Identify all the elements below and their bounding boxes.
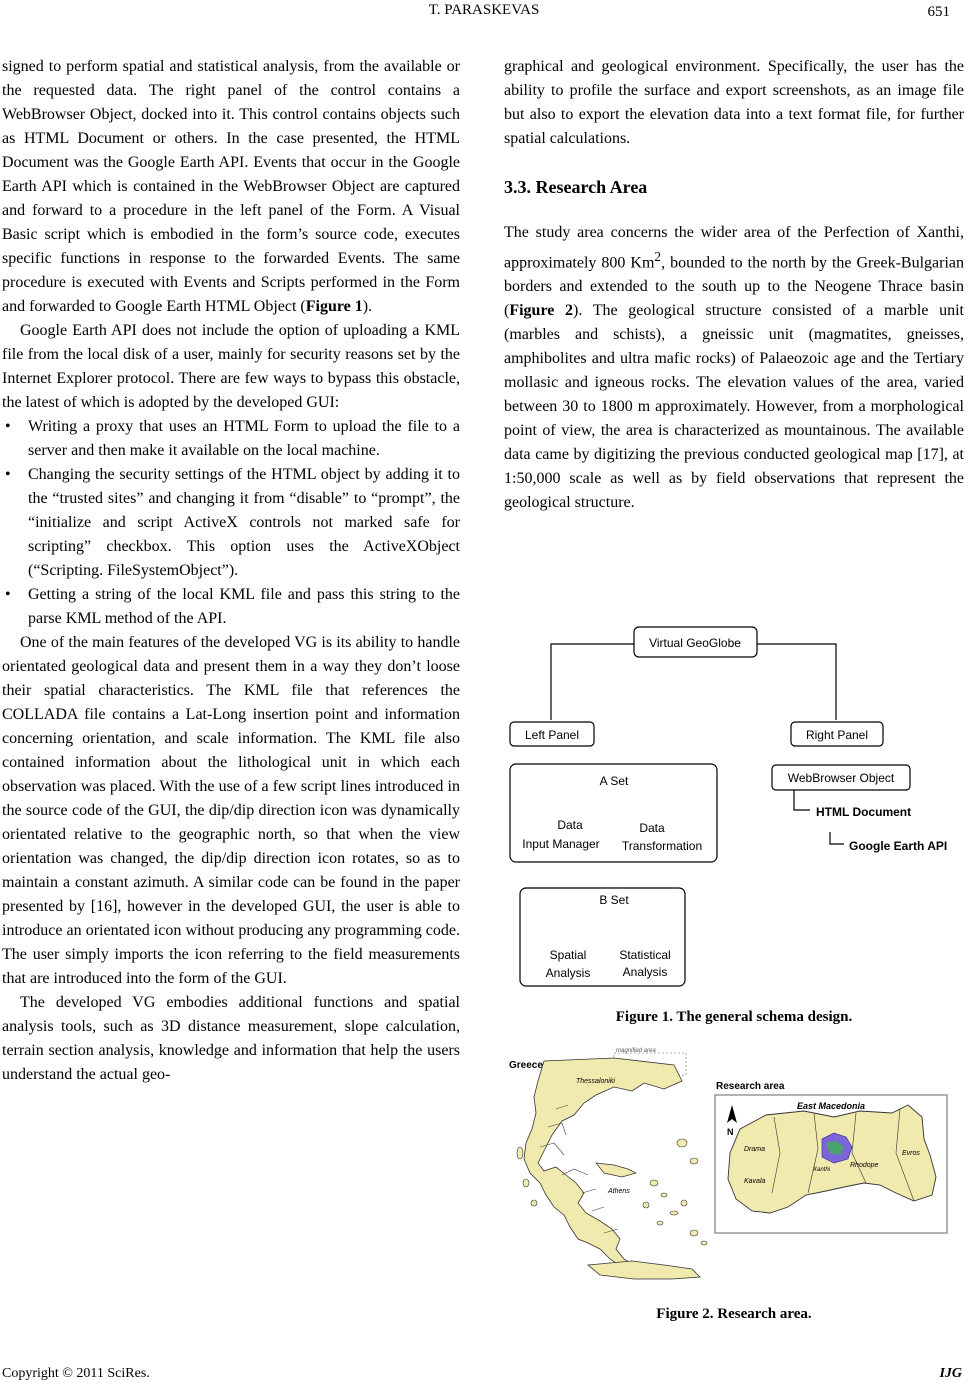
left-paragraph-4: The developed VG embodies additional functions and spatial analysis tools, such as 3D distance measurement, slope calculation, terrain section analysis, knowledge and information that help the users understand the actual geo-	[2, 994, 460, 1083]
paragraph-text: signed to perform spatial and statistical analysis, from the available or the requested data. The right panel of the control contains a WebBrowser Object, docked into it. This control contains objects such as HTML Document or others. In the case presented, the HTML Document was the Google Earth API. Events that occur in the Google Earth API which is contained in the WebBrowser Object are captured and forward to a procedure in the left panel of the Form. A Visual Basic script which is embodied in the form’s source code, executes specific functions in response to the forwarded Events. The same procedure is executed with Events and Scripts performed in the Form and forwarded to Google Earth HTML Object (	[2, 58, 460, 315]
north-label: N	[727, 1127, 734, 1137]
bullet-dot: •	[5, 586, 11, 603]
page-number: 651	[927, 4, 950, 20]
schema-diagram	[504, 612, 966, 994]
research-area-map	[504, 1043, 966, 1293]
journal-abbreviation: IJG	[939, 1366, 962, 1381]
bullet-item	[2, 415, 460, 463]
html-document-label: HTML Document	[816, 805, 912, 819]
google-earth-api-label: Google Earth API	[849, 839, 948, 853]
left-paragraph-2: Google Earth API does not include the option of uploading a KML file from the local disk of a user, mainly for security reasons set by the Internet Explorer protocol. There are few ways to bypass this obstacle, the latest of which is adopted by the developed GUI:	[2, 322, 460, 411]
left-paragraph-1	[2, 55, 460, 319]
crete-island	[588, 1261, 700, 1279]
paragraph-text: , bounded to the north by the Greek-Bulgarian borders and extended to the south up to the Neogene Thrace basin (	[504, 254, 965, 320]
spatial-analysis-label-2: Analysis	[545, 966, 591, 980]
statistical-analysis-label-1: Statistical	[619, 948, 671, 962]
kavala-label: Kavala	[744, 1178, 766, 1185]
statistical-analysis-label-2: Analysis	[622, 965, 668, 979]
greece-label: Greece	[509, 1060, 543, 1071]
bullet-text: Changing the security settings of the HTML object by adding it to the “trusted sites” and changing it from “disable” to “prompt”, the “initialize and script ActiveX controls not marked safe for scripting” checkbox. This option uses the ActiveXObject (“Scripting. FileSystemObject”).	[28, 466, 460, 579]
paragraph-text: The study area concerns the wider area of the Perfection of Xanthi, approximately 800 Km	[504, 224, 964, 272]
evia-island	[596, 1163, 636, 1177]
bullet-text: Writing a proxy that uses an HTML Form to upload the file to a server and then make it available on the local machine.	[28, 418, 460, 459]
bullet-dot: •	[5, 418, 11, 435]
left-panel-label: Left Panel	[524, 728, 580, 742]
header-author: T. PARASKEVAS	[428, 2, 540, 18]
copyright-text: Copyright © 2011 SciRes.	[2, 1366, 150, 1381]
drama-label: Drama	[744, 1146, 766, 1153]
data-transformation-label-2: Transformation	[621, 839, 703, 853]
figure-reference[interactable]: Figure 2	[509, 302, 574, 320]
magnified-area-label: magnified area	[616, 1048, 656, 1054]
superscript: 2	[654, 249, 662, 264]
rhodope-label: Rhodope	[850, 1162, 879, 1169]
a-set-label: A Set	[599, 774, 629, 788]
mainland-greece	[524, 1058, 682, 1267]
east-macedonia-label: East Macedonia	[797, 1101, 866, 1111]
xanthi-label: Xanthi	[813, 1167, 831, 1173]
figure-reference[interactable]: Figure 1	[305, 298, 363, 315]
evros-label: Evros	[902, 1150, 920, 1157]
right-column	[504, 55, 964, 515]
figure-2-caption: Figure 2. Research area.	[656, 1306, 812, 1322]
right-paragraph-1: graphical and geological environment. Specifically, the user has the ability to profile the surface and export screenshots, as an image file but also to export the elevation data into a text format file, for further spatial calculations.	[504, 58, 964, 147]
bullet-list	[2, 415, 460, 631]
section-heading: 3.3. Research Area	[504, 177, 648, 197]
research-area-inset	[715, 1081, 947, 1233]
figure-1-schema	[504, 612, 966, 994]
bullet-item	[2, 583, 460, 631]
spatial-analysis-label-1: Spatial	[549, 948, 587, 962]
research-area-label: Research area	[716, 1081, 785, 1092]
athens-label: Athens	[608, 1188, 630, 1195]
bullet-dot: •	[5, 466, 11, 483]
greece-map	[509, 1048, 707, 1279]
data-input-label-2: Input Manager	[522, 837, 600, 851]
running-header	[0, 2, 968, 24]
figure-1-caption: Figure 1. The general schema design.	[615, 1009, 853, 1025]
paragraph-text: ). The geological structure consisted of a marble unit (marbles and schists), a gneissic unit (magmatites, gneisses, amphibolites and ultra mafic rocks) of Palaeozoic age and the Tertiary mollasic and igneous rocks. The elevation values of the area, varied between 30 to 1800 m approximately. However, from a morphological point of view, the area is characterized as mountainous. The available data came by digitizing the previous conducted geological map [17], at 1:50,000 scale as well as by field observations that represent the geological structure.	[504, 302, 965, 512]
data-input-label-1: Data	[557, 818, 583, 832]
bullet-item	[2, 463, 460, 583]
right-paragraph-2	[504, 221, 964, 515]
root-node-label: Virtual GeoGlobe	[649, 636, 741, 650]
figure-2-map	[504, 1043, 966, 1293]
left-paragraph-3: One of the main features of the developed VG is its ability to handle orientated geological data and present them in a way they don’t loose their spatial characteristics. The KML file that references the COLLADA file contains a Lat-Long insertion point and information concerning orientation, and scale information. The KML file also contained information about the lithological unit in which each observation was placed. With the use of a few script lines introduced in the source code of the GUI, the dip/dip direction icon was dynamically orientated relative to the geographic north, so that when the view orientation was changed, the dip/dip direction icon rotates, so as to maintain a constant azimuth. A similar code can be found in the paper presented by [16], however in the developed GUI, the user is able to introduce an orientated icon without producing any programming code. The user simply imports the icon referring to the field measurements that are introduced into the form of the GUI.	[2, 634, 460, 987]
right-panel-label: Right Panel	[805, 728, 869, 742]
bullet-text: Getting a string of the local KML file and pass this string to the parse KML method of the API.	[28, 586, 460, 627]
data-transformation-label-1: Data	[639, 821, 665, 835]
left-column	[2, 55, 460, 1087]
paragraph-text: ).	[362, 298, 373, 315]
b-set-label: B Set	[599, 893, 629, 907]
webbrowser-label: WebBrowser Object	[787, 771, 895, 785]
thessaloniki-label: Thessaloniki	[576, 1078, 615, 1085]
